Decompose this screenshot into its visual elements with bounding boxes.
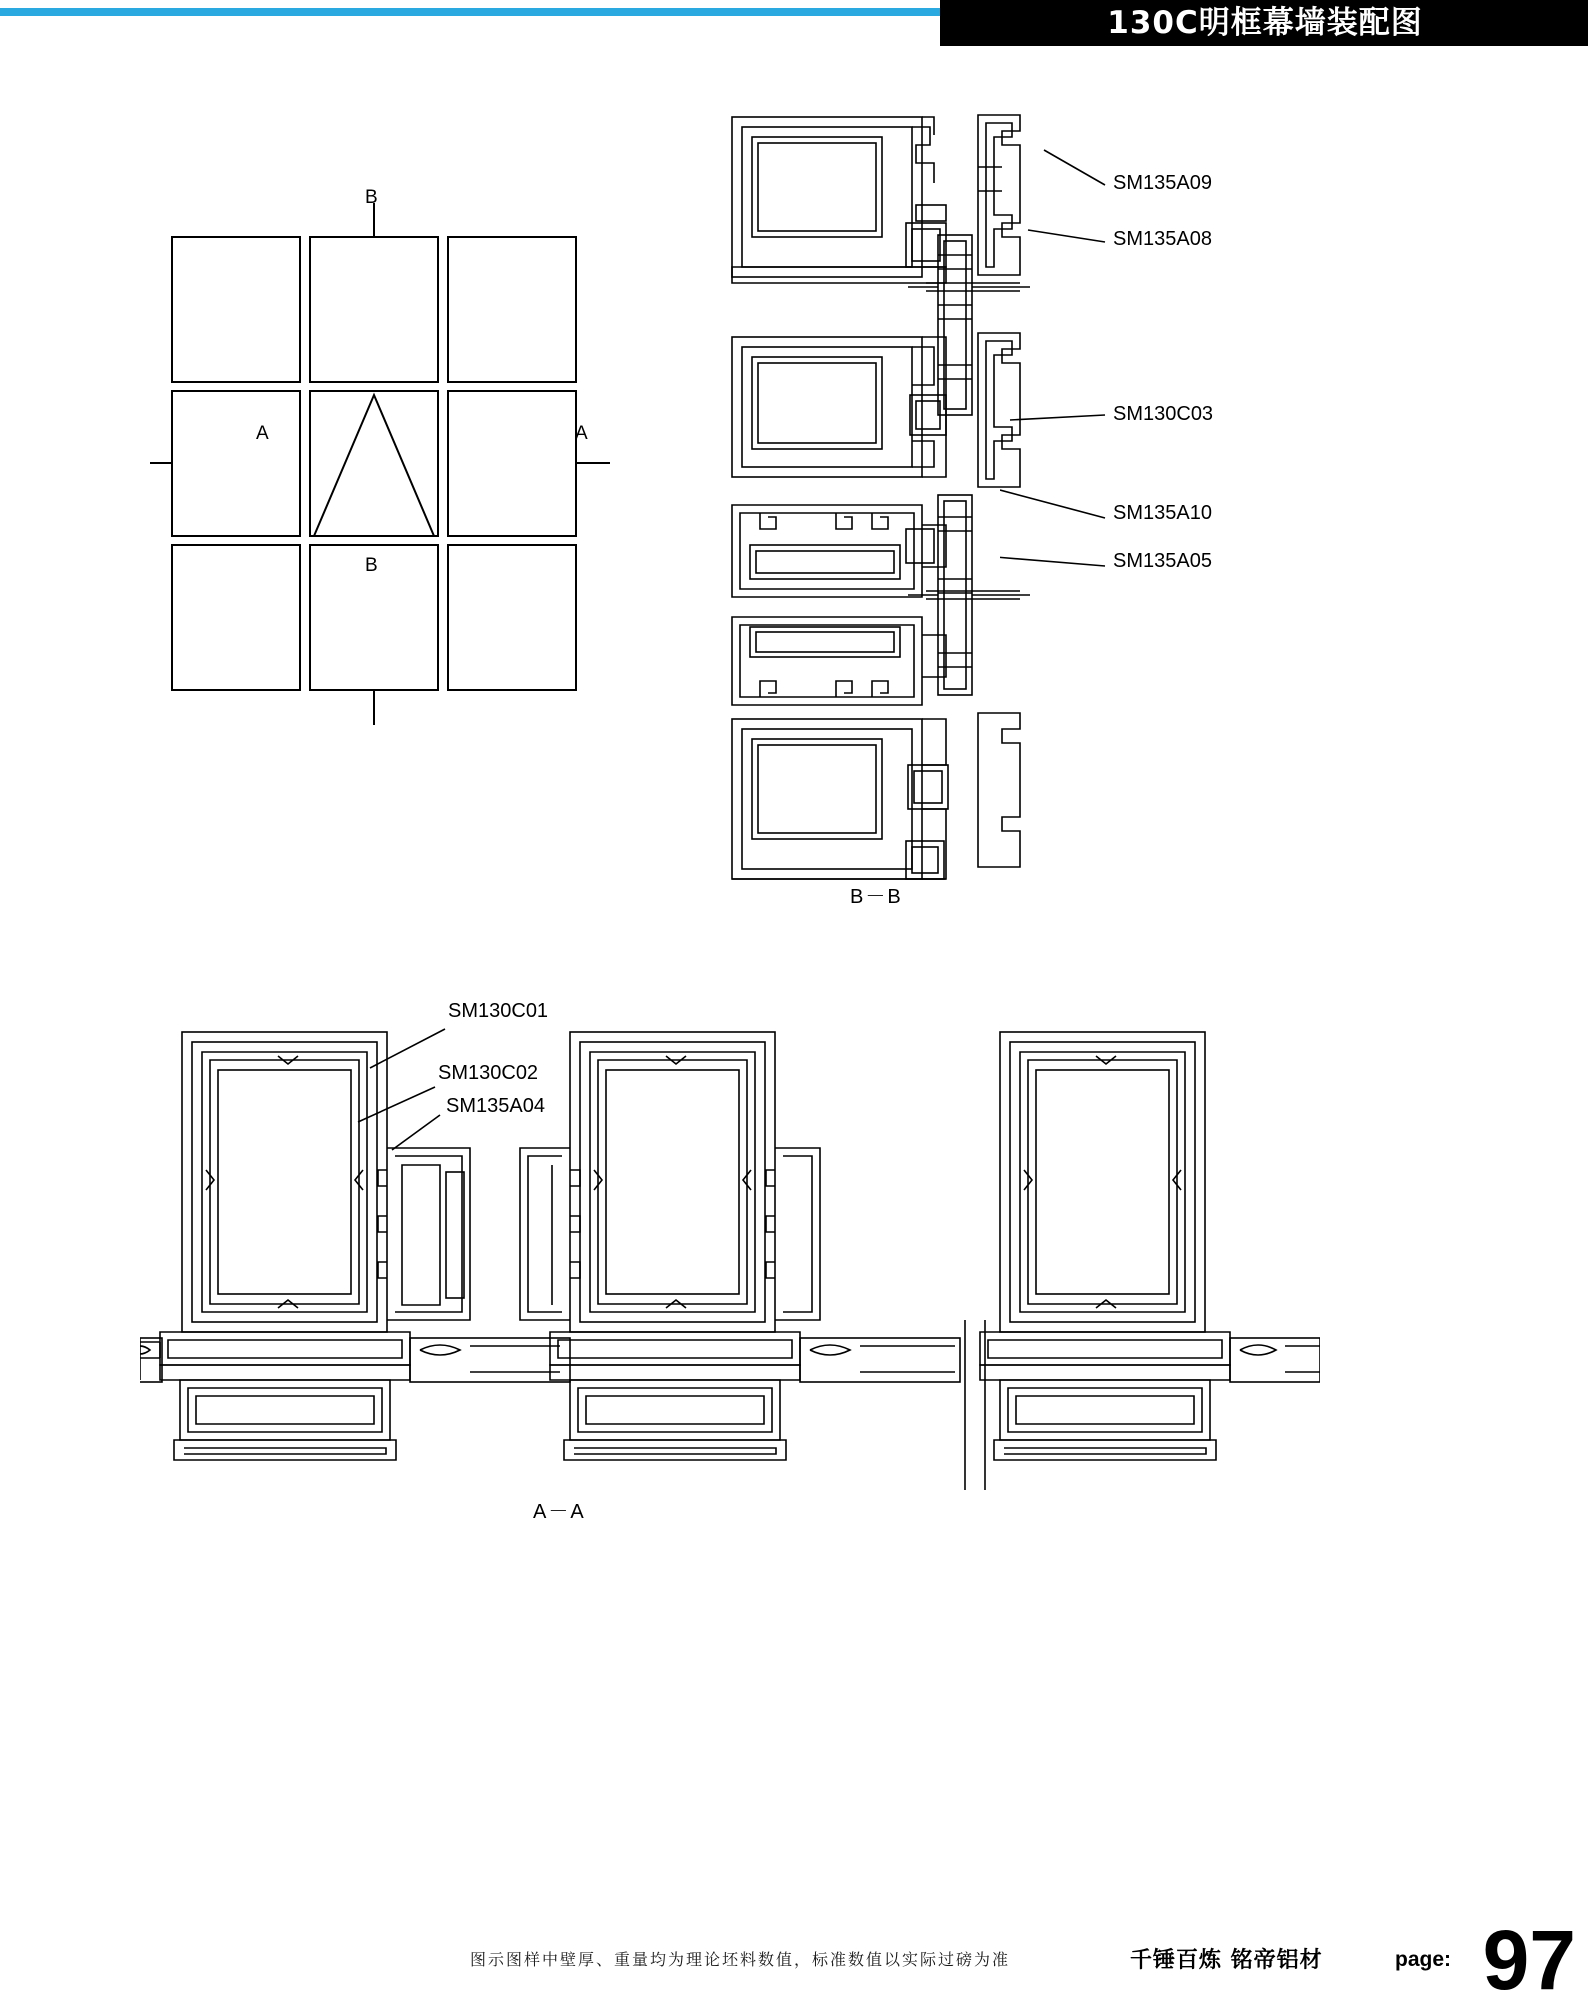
page-footer [0,1913,1588,2007]
elevation-mark-b-top: B [365,187,378,208]
callout-sm135a10: SM135A10 [1113,502,1212,524]
elevation-mark-b-bottom: B [365,555,378,576]
section-aa-drawing [140,1020,1320,1520]
section-bb-caption: B－B [850,886,903,908]
footer-brand: 千锤百炼 铭帝铝材 [1130,1948,1323,1973]
elevation-drawing [150,187,630,725]
footer-page-label: page: [1395,1948,1452,1971]
page-title: 130C明框幕墙装配图 [1107,5,1423,41]
elevation-mark-a-right: A [575,423,588,444]
section-aa-caption: A－A [533,1501,586,1523]
callout-sm130c01: SM130C01 [448,1000,549,1022]
footer-page-number: 97 [1482,1913,1576,2007]
elevation-mark-a-left: A [256,423,269,444]
callout-sm135a04: SM135A04 [446,1095,545,1117]
callout-sm130c02: SM130C02 [438,1062,539,1084]
section-aa-leader-lines [350,1015,470,1175]
page-header [0,0,1588,56]
footer-note: 图示图样中壁厚、重量均为理论坯料数值，标准数值以实际过磅为准 [470,1950,1011,1969]
callout-sm135a08: SM135A08 [1113,228,1212,250]
callout-sm130c03: SM130C03 [1113,403,1214,425]
callout-sm135a09: SM135A09 [1113,172,1212,194]
callout-sm135a05: SM135A05 [1113,550,1212,572]
section-bb-leader-lines [1000,130,1200,600]
